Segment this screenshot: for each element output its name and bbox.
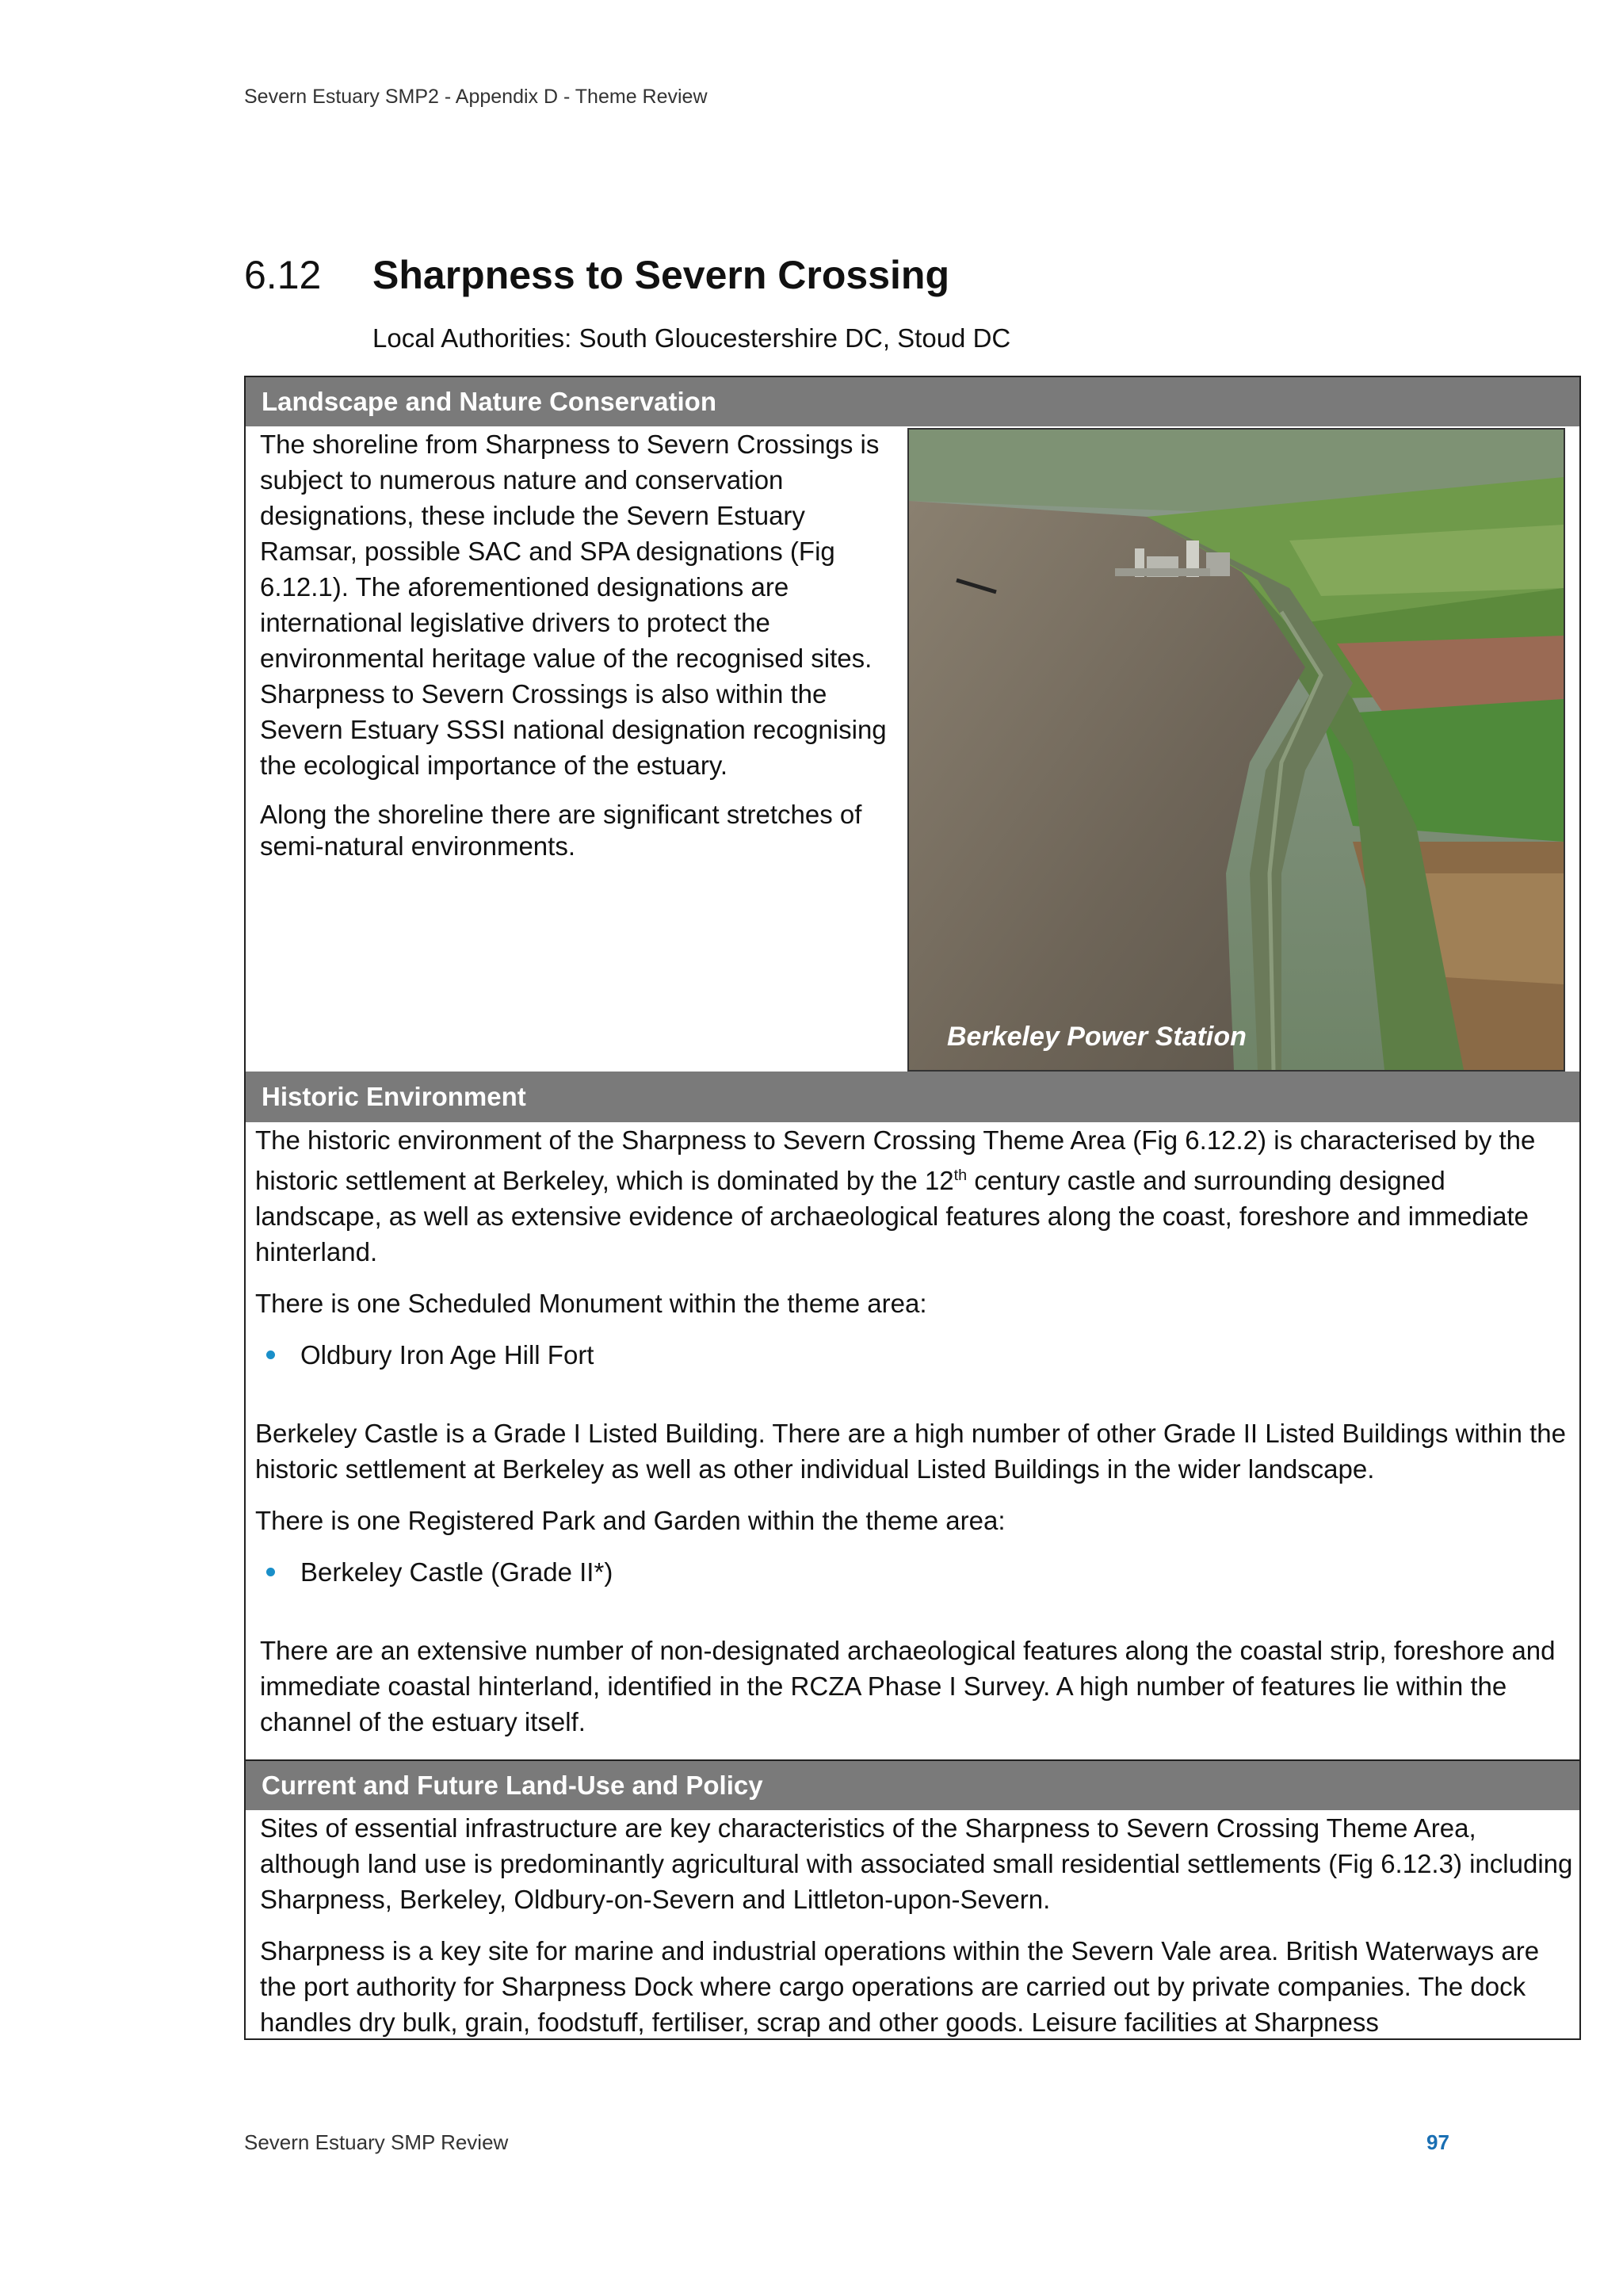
- bullet-item: [255, 1337, 1571, 1373]
- landuse-paragraph: Sharpness is a key site for marine and industrial operations within the Severn Vale area. British Waterways are the port authority for Sharpness Dock where cargo operations are carried out by private companies. The dock handles dry bulk, grain, foodstuff, fertiliser, scrap and other goods. Leisure facilities at Sharpness: [260, 1936, 1540, 2037]
- berkeley-power-station-photo: [907, 428, 1565, 1072]
- landscape-paragraph: The shoreline from Sharpness to Severn Crossings is subject to numerous nature and conservation designations, these include the Severn Estuary Ramsar, possible SAC and SPA designations (Fig 6.12.1). The aforementioned designations are international legislative drivers to protect the environmental heritage value of the recognised sites. Sharpness to Severn Crossings is also within the Severn Estuary SSSI national designation recognising the ecological importance of the estuary.: [260, 430, 887, 780]
- historic-paragraph: There are an extensive number of non-designated archaeological features along the coastal strip, foreshore and immediate coastal hinterland, identified in the RCZA Phase I Survey. A high number of features lie within the channel of the estuary itself.: [260, 1636, 1556, 1736]
- landuse-heading: [244, 1759, 1581, 1810]
- bullet-text: Oldbury Iron Age Hill Fort: [300, 1340, 594, 1370]
- historic-text: [255, 1122, 1571, 1755]
- landscape-heading: [244, 376, 1581, 426]
- historic-paragraph: There is one Scheduled Monument within the theme area:: [255, 1289, 927, 1318]
- historic-p1-superscript: th: [953, 1167, 968, 1184]
- bullet-icon: [266, 1568, 275, 1576]
- aerial-photo: [909, 430, 1564, 1070]
- running-header: Severn Estuary SMP2 - Appendix D - Theme Review: [244, 86, 708, 108]
- section-number: 6.12: [244, 253, 322, 297]
- historic-paragraph: [255, 1122, 1571, 1270]
- local-authorities: Local Authorities: South Gloucestershire DC, Stoud DC: [372, 323, 1011, 353]
- landuse-paragraph: Sites of essential infrastructure are key characteristics of the Sharpness to Severn Crossing Theme Area, although land use is predominantly agricultural with associated small residential settlements (Fig 6.12.3) including Sharpness, Berkeley, Oldbury-on-Severn and Littleton-upon-Severn.: [260, 1813, 1573, 1914]
- landscape-text: [260, 426, 894, 878]
- historic-panel: [244, 1122, 1581, 1761]
- historic-paragraph: There is one Registered Park and Garden within the theme area:: [255, 1506, 1006, 1535]
- landuse-text: [260, 1810, 1575, 2056]
- bullet-text: Berkeley Castle (Grade II*): [300, 1557, 613, 1587]
- page-number: 97: [1426, 2130, 1449, 2154]
- historic-p1-end: century castle and surrounding designed landscape, as well as extensive evidence of archaeological features along the coast, foreshore and immediate hinterland.: [255, 1166, 1529, 1266]
- historic-paragraph: Berkeley Castle is a Grade I Listed Building. There are a high number of other Grade II Listed Buildings within the historic settlement at Berkeley as well as other individual Listed Buildings in the wider landscape.: [255, 1419, 1566, 1484]
- historic-heading: [244, 1072, 1581, 1122]
- landuse-heading-text: Current and Future Land-Use and Policy: [262, 1771, 763, 1800]
- landuse-panel: [244, 1810, 1581, 2040]
- bullet-icon: [266, 1350, 275, 1359]
- section-title: Sharpness to Severn Crossing: [372, 253, 950, 297]
- historic-p1-start: The historic environment of the Sharpness to Severn Crossing Theme Area (Fig 6.12.2) is characterised by the historic settlement at Berkeley, which is dominated by the 12: [255, 1125, 1536, 1195]
- section-heading: [244, 252, 949, 308]
- landscape-paragraph: Along the shoreline there are significant stretches of semi-natural environments.: [260, 800, 862, 861]
- photo-caption: Berkeley Power Station: [947, 1022, 1247, 1052]
- footer-title: Severn Estuary SMP Review: [244, 2130, 509, 2154]
- historic-heading-text: Historic Environment: [262, 1082, 526, 1111]
- landscape-heading-text: Landscape and Nature Conservation: [262, 387, 716, 416]
- bullet-item: [255, 1554, 1571, 1590]
